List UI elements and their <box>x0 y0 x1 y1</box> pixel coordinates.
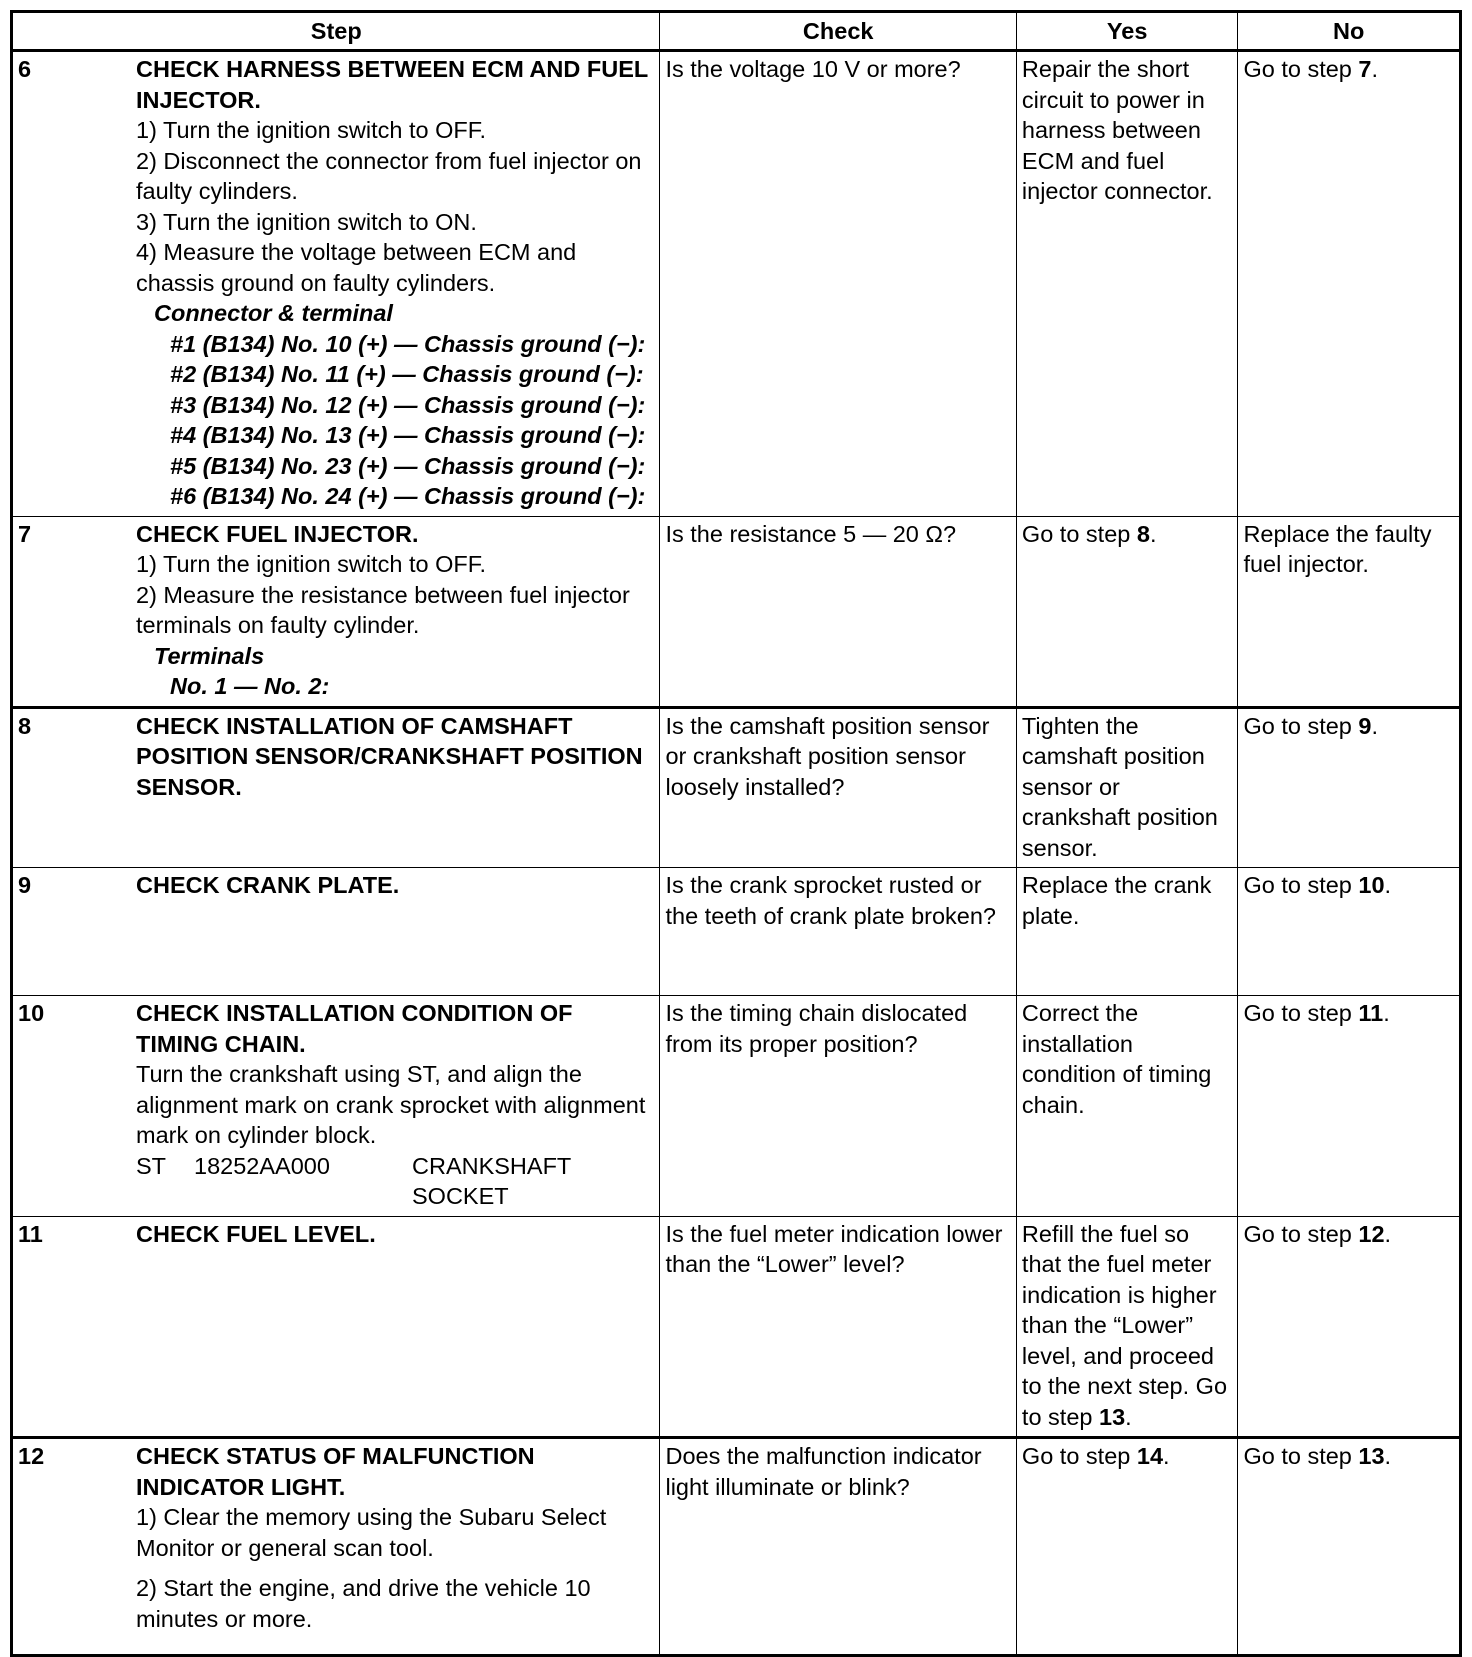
no-end: . <box>1384 872 1392 898</box>
no-text: Go to step <box>1243 56 1359 82</box>
yes-cell <box>1016 1438 1238 1656</box>
step-number: 11 <box>18 1220 43 1247</box>
step-ref: 13 <box>1358 1443 1385 1469</box>
special-tool-row <box>136 1151 654 1212</box>
yes-cell: Tighten the camshaft position sensor or crankshaft position sensor. <box>1016 707 1238 868</box>
special-tool-name <box>412 1151 612 1212</box>
yes-cell <box>1016 516 1238 707</box>
step-cell <box>12 516 660 707</box>
step-title: CHECK FUEL INJECTOR. <box>136 520 419 547</box>
no-end: . <box>1371 56 1378 82</box>
spec-line: #1 (B134) No. 10 (+) — Chassis ground (−): <box>170 330 646 357</box>
spec-line: #3 (B134) No. 12 (+) — Chassis ground (−): <box>170 391 646 418</box>
step-number: 10 <box>18 1000 45 1026</box>
no-cell: Replace the faulty fuel injector. <box>1238 516 1461 707</box>
step-ref: 7 <box>1358 56 1372 82</box>
table-row <box>12 707 1461 868</box>
yes-text: Go to step <box>1021 1443 1137 1469</box>
header-yes: Yes <box>1016 12 1238 51</box>
step-cell <box>12 51 660 517</box>
no-cell <box>1238 1438 1461 1656</box>
step-title: CHECK CRANK PLATE. <box>136 872 400 898</box>
step-cell <box>12 1216 660 1438</box>
step-instruction: 1) Turn the ignition switch to OFF. <box>136 551 487 577</box>
step-number: 7 <box>18 520 32 547</box>
step-title: CHECK INSTALLATION CONDITION OF TIMING CHAIN. <box>136 1000 573 1057</box>
step-number: 8 <box>18 712 32 739</box>
step-ref: 13 <box>1099 1403 1126 1430</box>
no-text: Go to step <box>1243 712 1359 739</box>
yes-cell: Repair the short circuit to power in harness between ECM and fuel injector connector. <box>1016 51 1238 517</box>
check-cell: Is the fuel meter indication lower than the “Lower” level? <box>660 1216 1016 1438</box>
yes-end: . <box>1163 1443 1170 1469</box>
spec-heading: Terminals <box>154 642 265 669</box>
special-tool-part: 18252AA000 <box>194 1152 330 1179</box>
step-number: 6 <box>18 56 32 82</box>
step-instruction: 1) Clear the memory using the Subaru Select Monitor or general scan tool. <box>136 1504 607 1561</box>
no-end: . <box>1384 1220 1392 1247</box>
no-text: Go to step <box>1243 1220 1359 1247</box>
table-row <box>12 51 1461 517</box>
step-cell <box>12 1438 660 1656</box>
header-step: Step <box>12 12 660 51</box>
step-title: CHECK HARNESS BETWEEN ECM AND FUEL INJECTOR. <box>136 56 648 113</box>
step-title: CHECK FUEL LEVEL. <box>136 1220 376 1247</box>
spec-line: #2 (B134) No. 11 (+) — Chassis ground (−): <box>170 361 644 387</box>
step-ref: 9 <box>1358 712 1372 739</box>
no-cell <box>1238 707 1461 868</box>
diagnostic-table <box>10 10 1462 1657</box>
step-number: 12 <box>18 1443 45 1469</box>
no-end: . <box>1384 1443 1392 1469</box>
check-cell: Is the timing chain dislocated from its proper position? <box>660 996 1016 1217</box>
step-title: CHECK INSTALLATION OF CAMSHAFT POSITION SENSOR/CRANKSHAFT POSITION SENSOR. <box>136 712 643 800</box>
table-row <box>12 996 1461 1217</box>
step-title: CHECK STATUS OF MALFUNCTION INDICATOR LIGHT. <box>136 1443 535 1500</box>
step-ref: 10 <box>1358 872 1385 898</box>
spec-heading: Connector & terminal <box>154 300 393 326</box>
diagnostic-page <box>10 10 1462 1632</box>
check-cell: Is the crank sprocket rusted or the teeth of crank plate broken? <box>660 868 1016 996</box>
spec-line: #4 (B134) No. 13 (+) — Chassis ground (−): <box>170 422 646 448</box>
step-instruction: 3) Turn the ignition switch to ON. <box>136 208 477 235</box>
table-row <box>12 516 1461 707</box>
no-end: . <box>1383 1000 1390 1026</box>
step-cell <box>12 868 660 996</box>
special-tool-label: ST <box>136 1152 167 1179</box>
table-row <box>12 1216 1461 1438</box>
step-ref: 8 <box>1136 520 1150 547</box>
yes-end: . <box>1125 1403 1132 1430</box>
check-cell: Is the voltage 10 V or more? <box>660 51 1016 517</box>
yes-cell: Correct the installation condition of timing chain. <box>1016 996 1238 1217</box>
no-text: Go to step <box>1243 1443 1359 1469</box>
step-ref: 12 <box>1358 1220 1385 1247</box>
step-instruction: 2) Measure the resistance between fuel injector terminals on faulty cylinder. <box>136 581 630 638</box>
step-number: 9 <box>18 872 32 898</box>
step-ref: 11 <box>1358 1000 1384 1026</box>
yes-cell: Replace the crank plate. <box>1016 868 1238 996</box>
spec-line: #5 (B134) No. 23 (+) — Chassis ground (−): <box>170 452 646 479</box>
header-row <box>12 12 1461 51</box>
yes-cell <box>1016 1216 1238 1438</box>
yes-text: Go to step <box>1021 520 1137 547</box>
step-ref: 14 <box>1136 1443 1164 1469</box>
no-cell <box>1238 1216 1461 1438</box>
spacer <box>136 1563 654 1573</box>
no-cell <box>1238 868 1461 996</box>
check-cell: Does the malfunction indicator light illuminate or blink? <box>660 1438 1016 1656</box>
special-tool-name-2: SOCKET <box>412 1183 509 1209</box>
spec-line: No. 1 — No. 2: <box>170 673 330 699</box>
no-cell <box>1238 996 1461 1217</box>
step-instruction: 4) Measure the voltage between ECM and chassis ground on faulty cylinders. <box>136 239 577 296</box>
no-end: . <box>1371 712 1378 739</box>
check-cell: Is the resistance 5 — 20 Ω? <box>660 516 1016 707</box>
step-cell <box>12 707 660 868</box>
step-instruction: 2) Disconnect the connector from fuel injector on faulty cylinders. <box>136 147 642 204</box>
yes-text: Refill the fuel so that the fuel meter indication is higher than the “Lower” level, and proceed to the next step. Go to step <box>1021 1220 1228 1430</box>
header-check: Check <box>660 12 1016 51</box>
step-instruction: Turn the crankshaft using ST, and align the alignment mark on crank sprocket with alignment mark on cylinder block. <box>136 1061 646 1148</box>
yes-end: . <box>1149 520 1157 547</box>
no-cell <box>1238 51 1461 517</box>
step-instruction: 2) Start the engine, and drive the vehicle 10 minutes or more. <box>136 1575 591 1632</box>
step-instruction: 1) Turn the ignition switch to OFF. <box>136 117 487 143</box>
table-row <box>12 1438 1461 1656</box>
header-no: No <box>1238 12 1461 51</box>
no-text: Go to step <box>1243 1000 1359 1026</box>
spec-line: #6 (B134) No. 24 (+) — Chassis ground (−): <box>170 483 646 509</box>
no-text: Go to step <box>1243 872 1359 898</box>
check-cell: Is the camshaft position sensor or crankshaft position sensor loosely installed? <box>660 707 1016 868</box>
table-row <box>12 868 1461 996</box>
special-tool-name-1: CRANKSHAFT <box>412 1152 572 1179</box>
step-cell <box>12 996 660 1217</box>
